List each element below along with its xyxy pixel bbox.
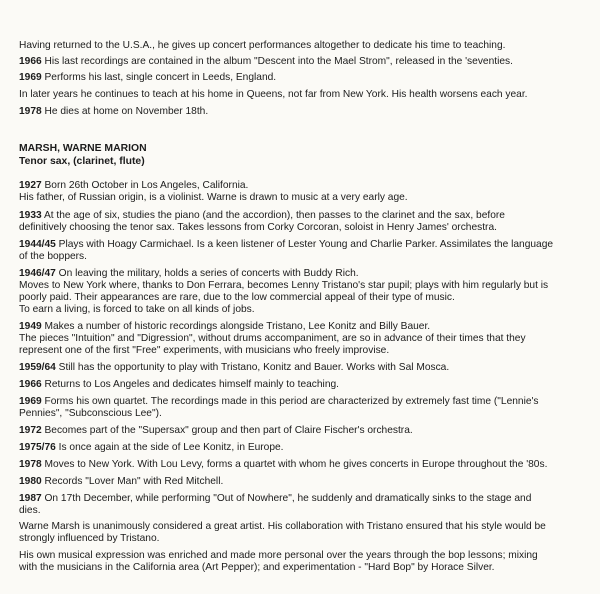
text-line: 1959/64 Still has the opportunity to play with Tristano, Konitz and Bauer. Works with Sal Mosca. xyxy=(19,362,450,373)
text-line: definitively choosing the tenor sax. Takes lessons from Corky Corcoran, soloist in Henry James' orchestra. xyxy=(19,222,497,233)
text-line: 1927 Born 26th October in Los Angeles, California. xyxy=(19,180,249,191)
text-line: His own musical expression was enriched and made more personal over the years through the bop lessons; mixing xyxy=(19,550,538,561)
text-line: To earn a living, is forced to take on all kinds of jobs. xyxy=(19,304,255,315)
text-line: with the musicians in the California area (Art Pepper); and experimentation - "Hard Bop" by Horace Silver. xyxy=(19,562,495,573)
section-heading: MARSH, WARNE MARION xyxy=(19,143,147,154)
text-line: Warne Marsh is unanimously considered a great artist. His collaboration with Tristano ensured that his style would be xyxy=(19,521,546,532)
text-line: Moves to New York where, thanks to Don Ferrara, becomes Lenny Tristano's star pupil; plays with him regularly but is xyxy=(19,280,549,291)
text-line: 1946/47 On leaving the military, holds a series of concerts with Buddy Rich. xyxy=(19,268,359,279)
text-line: of the boppers. xyxy=(19,251,87,262)
text-line: 1949 Makes a number of historic recordings alongside Tristano, Lee Konitz and Billy Bauer. xyxy=(19,321,431,332)
instrument-subheading: Tenor sax, (clarinet, flute) xyxy=(19,156,145,167)
text-line: strongly influenced by Tristano. xyxy=(19,533,160,544)
text-line: 1972 Becomes part of the "Supersax" group and then part of Claire Fischer's orchestra. xyxy=(19,425,413,436)
text-line: 1975/76 Is once again at the side of Lee Konitz, in Europe. xyxy=(19,442,284,453)
text-line: Pennies", "Subconscious Lee"). xyxy=(19,408,162,419)
text-line: 1933 At the age of six, studies the piano (and the accordion), then passes to the clarinet and the sax, before xyxy=(19,210,505,221)
text-line: 1980 Records "Lover Man" with Red Mitchell. xyxy=(19,476,224,487)
text-line: 1969 Performs his last, single concert in Leeds, England. xyxy=(19,72,277,83)
text-line: 1944/45 Plays with Hoagy Carmichael. Is a keen listener of Lester Young and Charlie Parker. Assimilates the language xyxy=(19,239,554,250)
text-line: The pieces "Intuition" and "Digression", without drums accompaniment, are so in advance of their times that they xyxy=(19,333,526,344)
text-line: 1966 His last recordings are contained in the album "Descent into the Mael Strom", released in the 'seventies. xyxy=(19,56,513,67)
text-line: represent one of the first "Free" experiments, with musicians who freely improvise. xyxy=(19,345,390,356)
text-line: 1978 Moves to New York. With Lou Levy, forms a quartet with whom he gives concerts in Europe throughout the '80s. xyxy=(19,459,548,470)
text-line: 1966 Returns to Los Angeles and dedicates himself mainly to teaching. xyxy=(19,379,339,390)
text-line: dies. xyxy=(19,505,41,516)
text-line: In later years he continues to teach at his home in Queens, not far from New York. His health worsens each year. xyxy=(19,89,528,100)
text-line: 1987 On 17th December, while performing "Out of Nowhere", he suddenly and dramatically sinks to the stage and xyxy=(19,493,532,504)
text-line: Having returned to the U.S.A., he gives up concert performances altogether to dedicate his time to teaching. xyxy=(19,40,506,51)
text-line: 1969 Forms his own quartet. The recordings made in this period are characterized by extremely fast time ("Lennie's xyxy=(19,396,539,407)
text-line: poorly paid. Their appearances are rare, due to the low commercial appeal of their type of music. xyxy=(19,292,455,303)
text-line: 1978 He dies at home on November 18th. xyxy=(19,106,209,117)
text-line: His father, of Russian origin, is a violinist. Warne is drawn to music at a very early age. xyxy=(19,192,408,203)
